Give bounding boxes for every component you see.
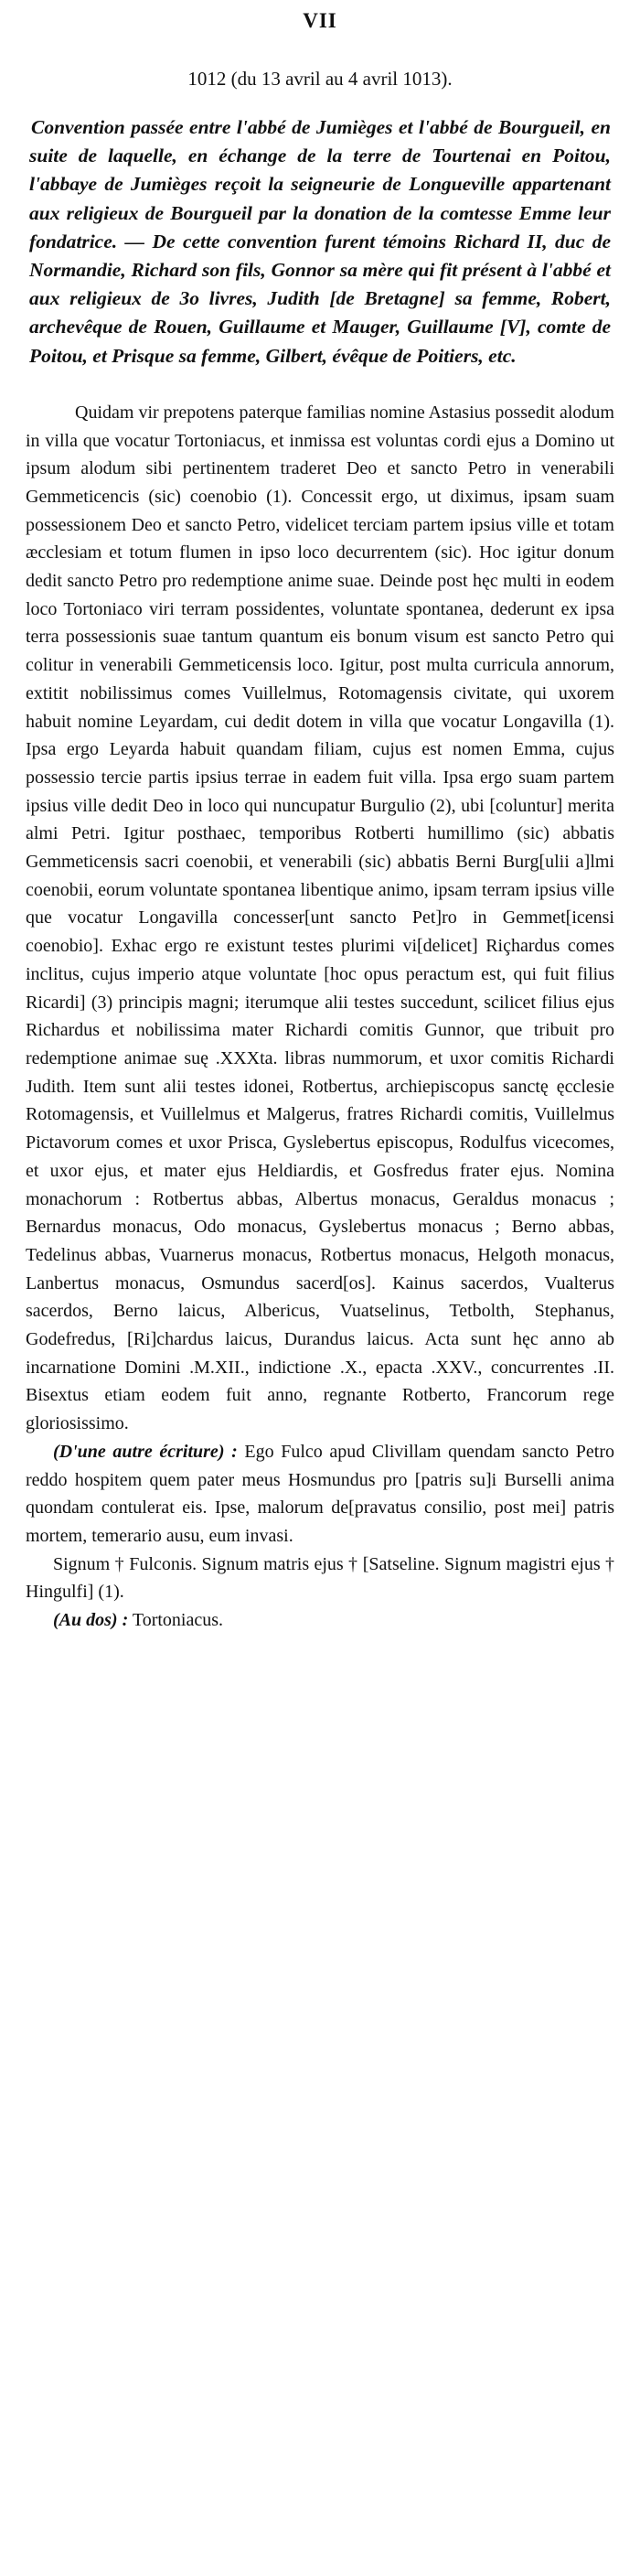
charter-date: 1012 (du 13 avril au 4 avril 1013).: [187, 68, 453, 90]
later-addition-label: (D'une autre écriture) :: [53, 1441, 238, 1462]
later-addition: [26, 1438, 614, 1551]
charter-summary: Convention passée entre l'abbé de Jumièges et l'abbé de Bourgueil, en suite de laquelle, en échange de la terre de Tourtenai en Poitou, l'abbaye de Jumièges reçoit la seigneurie de Longueville appartenant aux religieux de Bourgueil par la donation de la comtesse Emme leur fondatrice. — De cette convention furent témoins Richard II, duc de Normandie, Richard son fils, Gonnor sa mère qui fit présent à l'abbé et aux religieux de 3o livres, Judith [de Bretagne] sa femme, Robert, archevêque de Rouen, Guillaume et Mauger, Guillaume [V], comte de Poitou, et Prisque sa femme, Gilbert, évêque de Poitiers, etc.: [29, 116, 611, 367]
charter-text: Quidam vir prepotens paterque familias nomine Astasius possedit alodum in villa que vocatur Tortoniacus, et inmissa est voluntas cordi ejus a Domino ut ipsum alodum sibi pertinentem traderet Deo et sancto Petro in venerabili Gemmeticencis (sic) coenobio (1). Concessit ergo, ut diximus, ipsam suam possessionem Deo et sancto Petro, videlicet terciam partem ipsius ville et totam æcclesiam et totum flumen in ipso loco decurrentem (sic). Hoc igitur donum dedit sancto Petro pro redemptione anime suae. Deinde post hęc multi in eodem loco Tortoniaco viri terram possidentes, voluntate spontanea, dederunt ex ipsa terra possessionis suae tantum quantum eis bonum visum est sancto Petro qui colitur in venerabili Gemmeticensis loco. Igitur, post multa curricula annorum, extitit nobilissimus comes Vuillelmus, Rotomagensis civitate, qui uxorem habuit nomine Leyardam, cui dedit dotem in villa que vocatur Longavilla (1). Ipsa ergo Leyarda habuit quandam filiam, cujus est nomen Emma, cujus possessio tercie partis ipsius terrae in eadem fuit villa. Ipsa ergo suam partem ipsius ville dedit Deo in loco qui nuncupatur Burgulio (2), ubi [coluntur] merita almi Petri. Igitur posthaec, temporibus Rotberti humillimo (sic) abbatis Gemmeticensis sacri coenobii, et venerabili (sic) abbatis Berni Burg[ulii a]lmi coenobii, eorum voluntate spontanea libentique animo, ipsam terram ipsius ville que vocatur Longavilla concesser[unt sancto Pet]ro in Gemmet[icensi coenobio]. Exhac ergo re existunt testes plurimi vi[delicet] Riçhardus comes inclitus, cujus imperio atque voluntate [hoc opus peractum est, qui fuit filius Ricardi] (3) principis magni; iterumque alii testes succedunt, scilicet filius ejus Richardus et nobilissima mater Richardi comitis Gunnor, que tribuit pro redemptione animae suę .XXXta. libras nummorum, et uxor comitis Richardi Judith. Item sunt alii testes idonei, Rotbertus, archiepiscopus sanctę ęcclesie Rotomagensis, et Vuillelmus et Malgerus, fratres Richardi comitis, Vuillelmus Pictavorum comes et uxor Prisca, Gyslebertus episcopus, Rodulfus vicecomes, et uxor ejus, et mater ejus Heldiardis, et Gosfredus frater ejus. Nomina monachorum : Rotbertus abbas, Albertus monacus, Geraldus monacus ; Bernardus monacus, Odo monacus, Gyslebertus monacus ; Berno abbas, Tedelinus abbas, Vuarnerus monacus, Rotbertus monacus, Helgoth monacus, Lanbertus monacus, Osmundus sacerd[os]. Kainus sacerdos, Vualterus sacerdos, Berno laicus, Albericus, Vuatselinus, Tetbolth, Stephanus, Godefredus, [Ri]chardus laicus, Durandus laicus. Acta sunt hęc anno ab incarnatione Domini .M.XII., indictione .X., epacta .XXV., concurrentes .II. Bisextus etiam eodem fuit anno, regnante Rotberto, Francorum rege gloriosissimo.: [26, 402, 614, 1434]
endorsement-label: (Au dos) :: [53, 1610, 129, 1631]
later-addition-text: Ego Fulco apud Clivillam quendam sancto Petro reddo hospitem quem pater meus Hosmundus pro [patris su]i Burselli anima quondam contulerat eis. Ipse, malorum de[pravatus consilio, post mei] patris mortem, temerario ausu, eum invasi.: [26, 1441, 614, 1546]
page-number: VII: [303, 9, 337, 32]
signatures: Signum † Fulconis. Signum matris ejus † [Satseline. Signum magistri ejus † Hingulfi] (1).: [26, 1553, 614, 1603]
endorsement: [26, 1606, 614, 1635]
endorsement-text: Tortoniacus.: [128, 1610, 224, 1631]
